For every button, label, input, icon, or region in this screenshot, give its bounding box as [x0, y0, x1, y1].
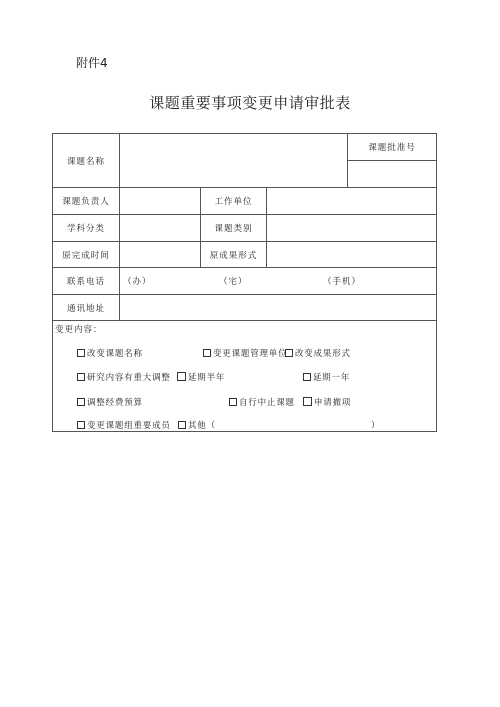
checkbox-icon	[285, 349, 293, 357]
option-other[interactable]: 其他（	[178, 419, 216, 431]
checkbox-icon	[303, 397, 312, 406]
checkbox-icon	[77, 373, 85, 381]
checkbox-icon	[77, 349, 85, 357]
approval-no-field[interactable]	[348, 161, 436, 187]
option-change-name[interactable]: 改变课题名称	[77, 347, 143, 359]
changes-label: 变更内容：	[55, 325, 103, 335]
checkbox-icon	[177, 372, 186, 381]
category-label: 课题类别	[214, 224, 253, 234]
result-form-label: 原成果形式	[209, 250, 258, 261]
checkbox-icon	[77, 421, 85, 429]
option-apply-withdraw[interactable]: 申请撤项	[303, 396, 351, 408]
document-title: 课题重要事项变更申请审批表	[149, 94, 351, 112]
checkbox-icon	[203, 349, 211, 357]
completion-time-label: 原完成时间	[62, 250, 110, 261]
category-field[interactable]	[267, 215, 436, 241]
project-name-field[interactable]	[120, 134, 347, 187]
option-major-adjustment[interactable]: 研究内容有重大调整	[77, 371, 171, 383]
phone-label: 联系电话	[66, 277, 105, 287]
approval-form	[52, 133, 437, 432]
result-form-field[interactable]	[267, 242, 436, 267]
leader-label: 课题负责人	[62, 197, 110, 207]
checkbox-icon	[178, 421, 186, 429]
address-field[interactable]	[120, 295, 436, 320]
phone-mobile[interactable]: （手机）	[323, 277, 362, 287]
approval-no-label: 课题批准号	[368, 143, 416, 153]
checkbox-icon	[229, 398, 237, 406]
option-change-members[interactable]: 变更课题组重要成员	[77, 419, 171, 431]
option-change-result-form[interactable]: 改变成果形式	[285, 347, 351, 359]
discipline-label: 学科分类	[66, 224, 105, 234]
option-self-terminate[interactable]: 自行中止课题	[229, 396, 295, 408]
discipline-field[interactable]	[120, 215, 200, 241]
option-extend-one-year[interactable]: 延期一年	[303, 371, 350, 383]
checkbox-icon	[303, 373, 311, 381]
option-other-close: ）	[371, 421, 381, 431]
leader-field[interactable]	[120, 188, 200, 214]
completion-time-field[interactable]	[120, 242, 200, 267]
work-unit-field[interactable]	[267, 188, 436, 214]
checkbox-icon	[77, 398, 85, 406]
option-change-unit[interactable]: 变更课题管理单位	[203, 347, 287, 359]
phone-office[interactable]: （办）	[123, 277, 152, 287]
project-name-label: 课题名称	[66, 156, 105, 167]
attachment-label: 附件4	[76, 56, 108, 70]
work-unit-label: 工作单位	[214, 197, 253, 207]
option-adjust-budget[interactable]: 调整经费预算	[77, 396, 143, 408]
address-label: 通讯地址	[66, 303, 105, 314]
option-extend-half-year[interactable]: 延期半年	[177, 371, 225, 383]
phone-home[interactable]: （宅）	[219, 277, 248, 287]
